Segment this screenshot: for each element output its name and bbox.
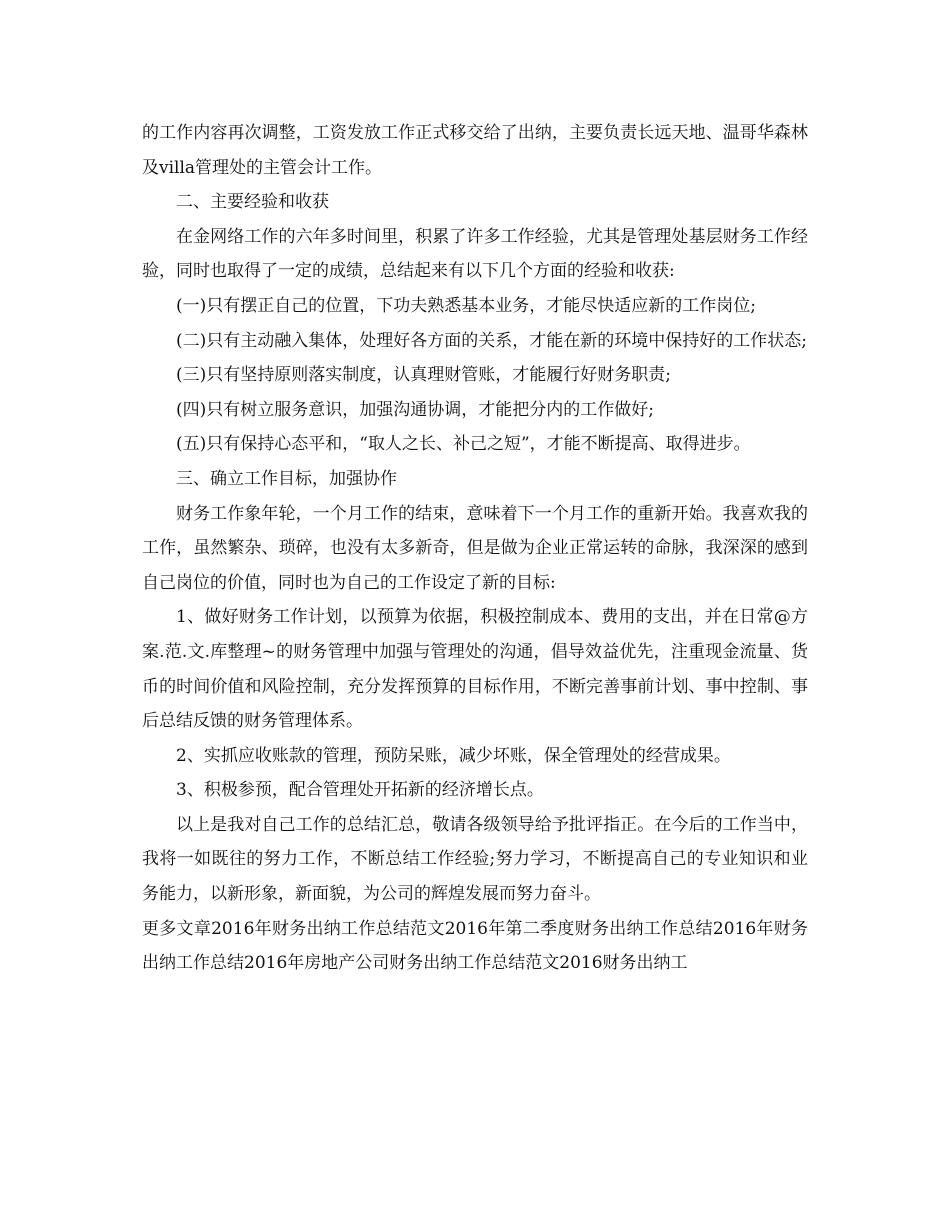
paragraph: 在金网络工作的六年多时间里，积累了许多工作经验，尤其是管理处基层财务工作经验，同时也取得了一定的成绩，总结起来有以下几个方面的经验和收获: [142, 226, 808, 282]
document-body [142, 116, 808, 981]
paragraph: (二)只有主动融入集体，处理好各方面的关系，才能在新的环境中保持好的工作状态; [176, 330, 807, 351]
paragraph: 3、积极参预，配合管理处开拓新的经济增长点。 [176, 780, 544, 801]
paragraph: 二、主要经验和收获 [176, 192, 329, 213]
paragraph: 更多文章2016年财务出纳工作总结范文2016年第二季度财务出纳工作总结2016年财务出纳工作总结2016年房地产公司财务出纳工作总结范文2016财务出纳工 [142, 918, 808, 974]
paragraph: (一)只有摆正自己的位置，下功夫熟悉基本业务，才能尽快适应新的工作岗位; [176, 295, 756, 316]
paragraph: (五)只有保持心态平和，“取人之长、补己之短”，才能不断提高、取得进步。 [176, 434, 751, 455]
paragraph: 的工作内容再次调整，工资发放工作正式移交给了出纳，主要负责长远天地、温哥华森林及villa管理处的主管会计工作。 [142, 123, 808, 178]
paragraph: (四)只有树立服务意识，加强沟通协调，才能把分内的工作做好; [176, 399, 654, 420]
paragraph: 财务工作象年轮，一个月工作的结束，意味着下一个月工作的重新开始。我喜欢我的工作，虽然繁杂、琐碎，也没有太多新奇，但是做为企业正常运转的命脉，我深深的感到自己岗位的价值，同时也为自己的工作设定了新的目标: [142, 503, 808, 593]
paragraph: 1、做好财务工作计划，以预算为依据，积极控制成本、费用的支出，并在日常@方案.范.文.库整理~的财务管理中加强与管理处的沟通，倡导效益优先，注重现金流量、货币的时间价值和风险控制，充分发挥预算的目标作用，不断完善事前计划、事中控制、事后总结反馈的财务管理体系。 [142, 607, 808, 732]
paragraph: 三、确立工作目标，加强协作 [176, 468, 397, 489]
paragraph: 2、实抓应收账款的管理，预防呆账，减少坏账，保全管理处的经营成果。 [176, 745, 731, 766]
paragraph: 以上是我对自己工作的总结汇总，敬请各级领导给予批评指正。在今后的工作当中，我将一如既往的努力工作，不断总结工作经验;努力学习，不断提高自己的专业知识和业务能力，以新形象，新面貌，为公司的辉煌发展而努力奋斗。 [142, 814, 808, 905]
paragraph: (三)只有坚持原则落实制度，认真理财管账，才能履行好财务职责; [176, 365, 671, 386]
